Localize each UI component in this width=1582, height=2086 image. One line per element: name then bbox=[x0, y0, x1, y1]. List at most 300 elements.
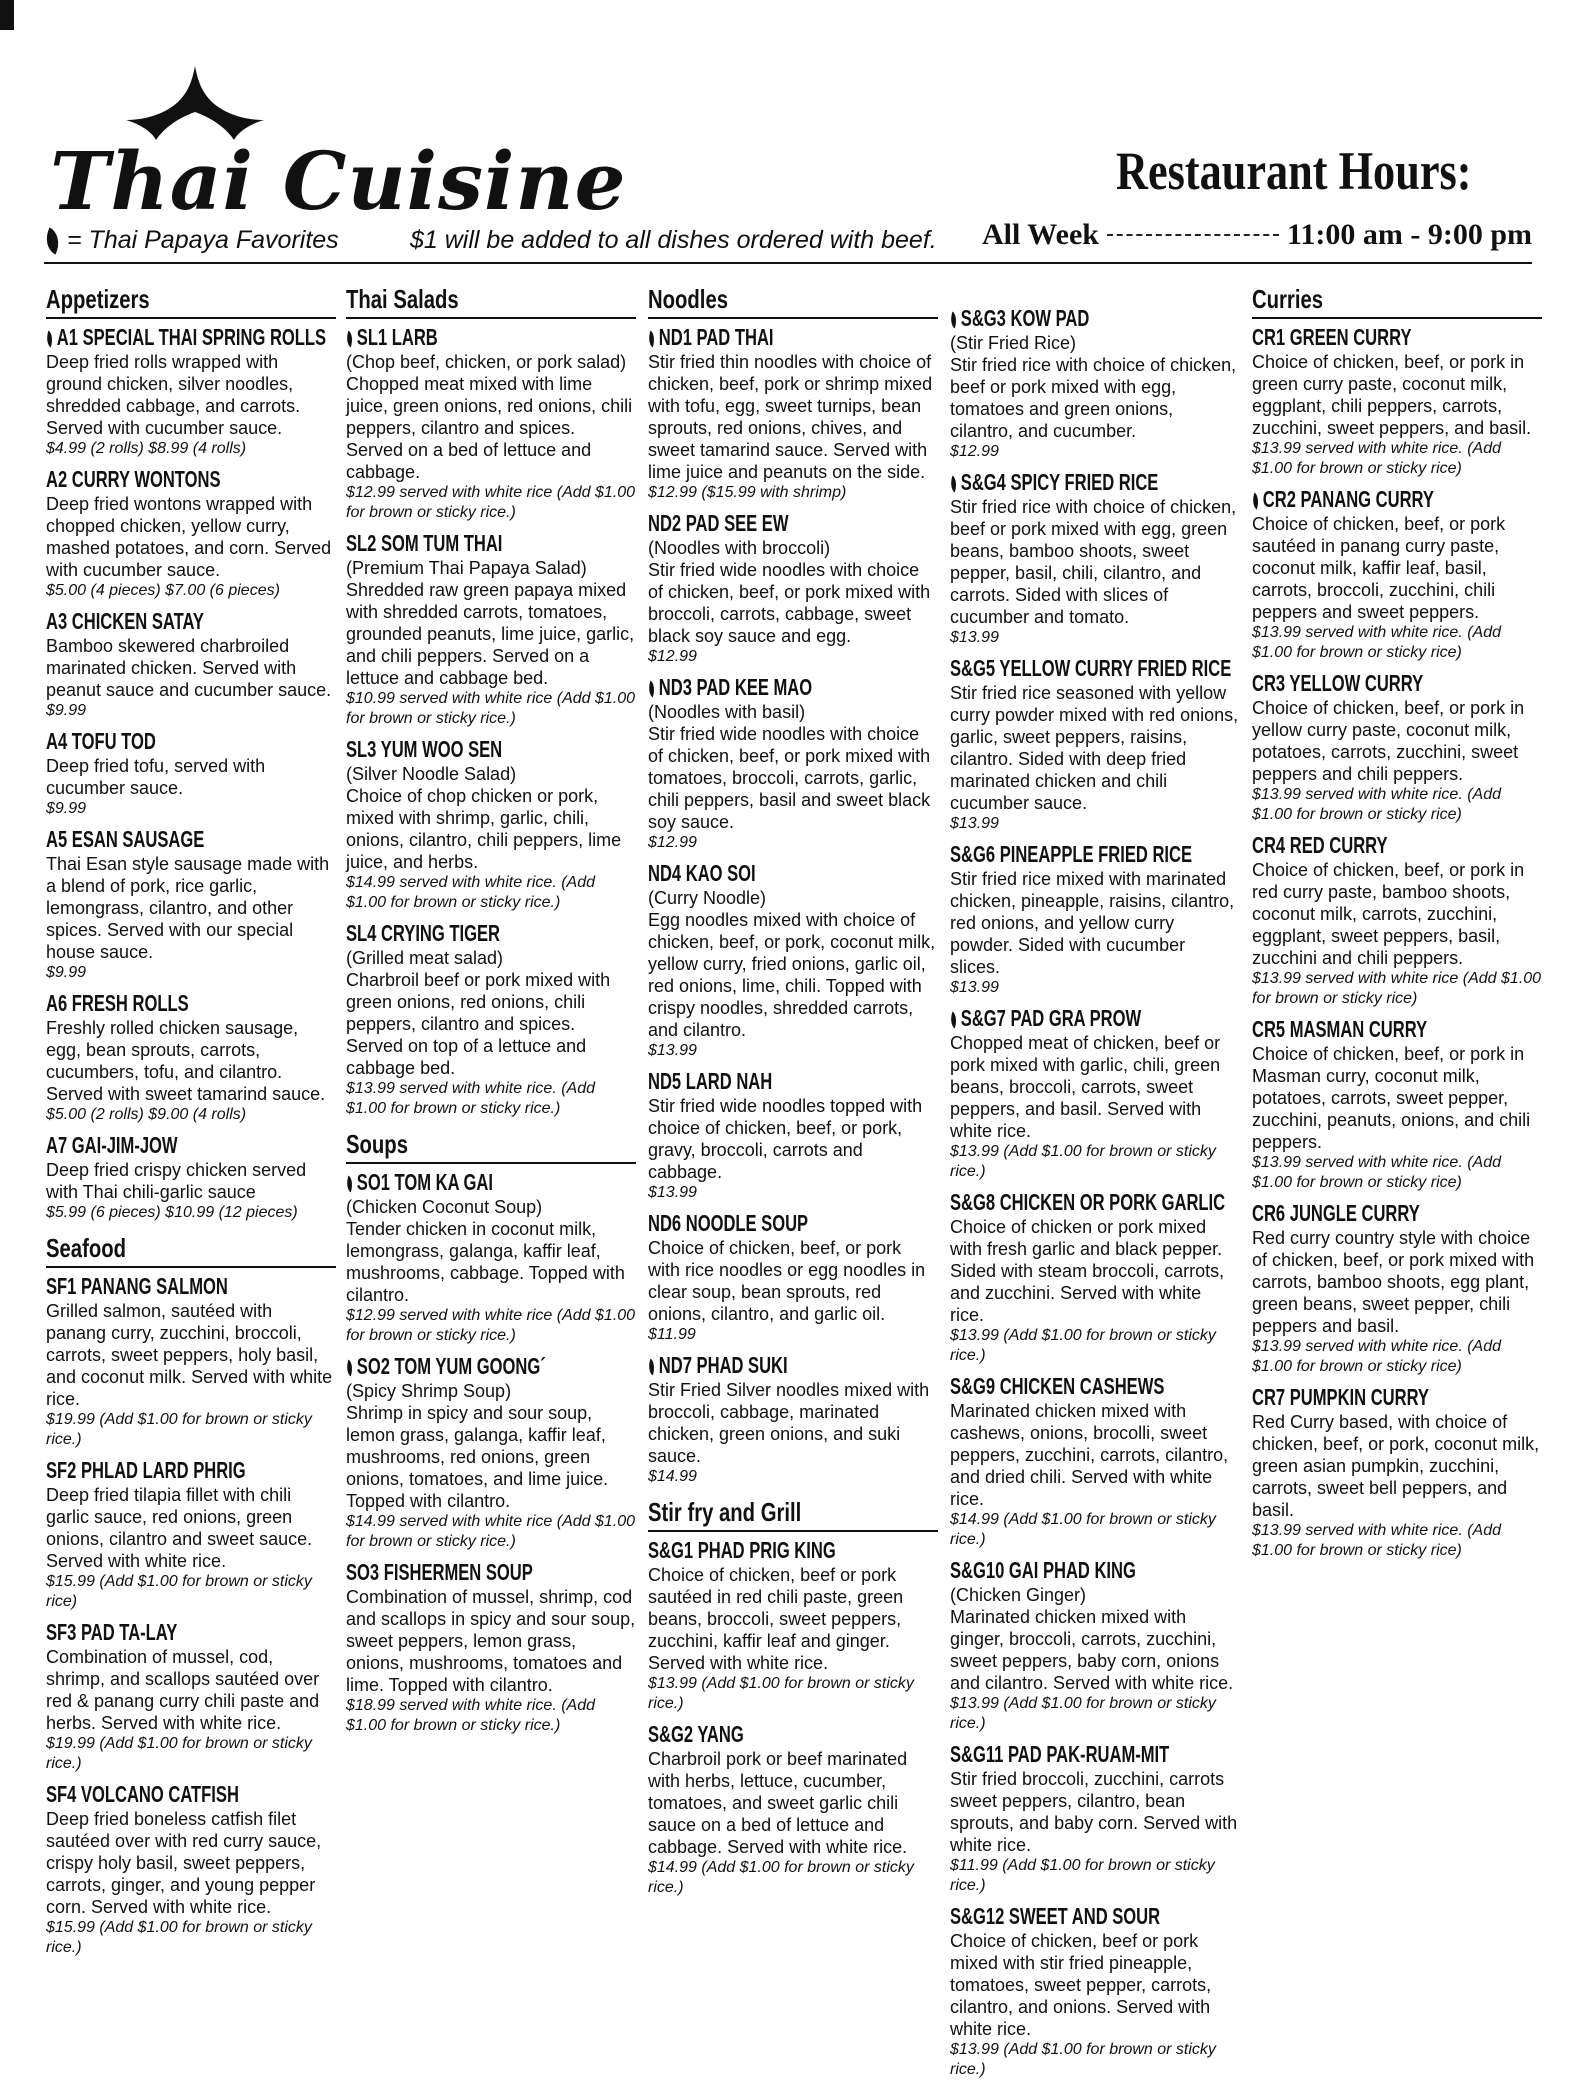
item-name: ND2 PAD SEE EW bbox=[648, 510, 789, 536]
item-name-text bbox=[950, 654, 1231, 682]
item-name-row bbox=[648, 1720, 938, 1748]
item-name-text bbox=[46, 1456, 246, 1484]
section-title: Soups bbox=[346, 1129, 408, 1159]
item-name-row bbox=[346, 1352, 636, 1380]
corner-mark bbox=[0, 0, 14, 30]
item-name-text bbox=[46, 1618, 177, 1646]
section-heading bbox=[46, 1233, 336, 1268]
item-name: ND1 PAD THAI bbox=[658, 324, 774, 350]
item-description: Deep fried crispy chicken served with Thai chili-garlic sauce bbox=[46, 1160, 307, 1202]
item-price: $13.99 served with white rice. (Add $1.00 for brown or sticky rice) bbox=[1252, 440, 1502, 477]
item-price: $5.99 (6 pieces) $10.99 (12 pieces) bbox=[46, 1204, 298, 1221]
menu-item bbox=[648, 1209, 938, 1345]
item-description: Deep fried boneless catfish filet sautéed over with red curry sauce, crispy holy basil, sweet peppers, carrots, ginger, and young pepper corn. Served with white rice. bbox=[46, 1809, 322, 1917]
item-description: Choice of chicken, beef, or pork in red curry paste, bamboo shoots, coconut milk, carrots, zucchini, eggplant, sweet peppers, basil, zucchini and chili peppers. bbox=[1252, 860, 1525, 968]
beef-note: $1 will be added to all dishes ordered with beef. bbox=[410, 226, 937, 254]
item-name-row bbox=[46, 825, 336, 853]
item-price: $13.99 bbox=[648, 1042, 697, 1059]
item-name-row bbox=[1252, 323, 1542, 351]
item-price: $19.99 (Add $1.00 for brown or sticky rice.) bbox=[46, 1735, 312, 1772]
menu-item bbox=[648, 673, 938, 853]
item-name-text bbox=[950, 1004, 1141, 1032]
item-description: Chopped meat of chicken, beef or pork mixed with garlic, chili, green beans, broccoli, carrots, sweet peppers, and basil. Served with white rice. bbox=[950, 1033, 1221, 1141]
item-name: SF4 VOLCANO CATFISH bbox=[46, 1781, 239, 1807]
item-name: S&G5 YELLOW CURRY FRIED RICE bbox=[950, 655, 1232, 681]
item-name: SF1 PANANG SALMON bbox=[46, 1273, 228, 1299]
item-name-text bbox=[46, 465, 221, 493]
item-description: Deep fried tilapia fillet with chili garlic sauce, red onions, green onions, cilantro and sweet sauce. Served with white rice. bbox=[46, 1485, 313, 1571]
column-1 bbox=[46, 284, 336, 1964]
menu-item bbox=[950, 840, 1240, 998]
item-subtitle: (Silver Noodle Salad) bbox=[346, 764, 517, 784]
item-description: Charbroil pork or beef marinated with herbs, lettuce, cucumber, tomatoes, and sweet garlic chili sauce on a bed of lettuce and cabbage. Served with white rice. bbox=[648, 1749, 908, 1857]
item-name: A2 CURRY WONTONS bbox=[46, 466, 221, 492]
item-name-text bbox=[648, 509, 788, 537]
item-price: $14.99 (Add $1.00 for brown or sticky rice.) bbox=[648, 1859, 914, 1896]
item-price: $13.99 served with white rice. (Add $1.00 for brown or sticky rice.) bbox=[346, 1080, 596, 1117]
menu-item bbox=[346, 1168, 636, 1346]
menu-item bbox=[1252, 831, 1542, 1009]
menu-item bbox=[46, 989, 336, 1125]
menu-item bbox=[648, 1067, 938, 1203]
hours-title: Restaurant Hours: bbox=[1116, 141, 1472, 201]
item-name: SF2 PHLAD LARD PHRIG bbox=[46, 1457, 246, 1483]
menu-item bbox=[648, 859, 938, 1061]
item-name-row bbox=[346, 529, 636, 557]
item-description: Stir fried rice mixed with marinated chicken, pineapple, raisins, cilantro, red onions, and yellow curry powder. Sided with cucumber slices. bbox=[950, 869, 1235, 977]
menu-item bbox=[950, 1902, 1240, 2080]
item-name-text bbox=[46, 989, 189, 1017]
item-name: S&G9 CHICKEN CASHEWS bbox=[950, 1373, 1165, 1399]
item-name-row bbox=[46, 607, 336, 635]
section-title: Thai Salads bbox=[346, 284, 459, 314]
item-price: $11.99 (Add $1.00 for brown or sticky rice.) bbox=[950, 1857, 1215, 1894]
item-name-row bbox=[1252, 1015, 1542, 1043]
item-name-text bbox=[346, 529, 502, 557]
favorites-legend bbox=[44, 226, 339, 255]
item-name-row bbox=[648, 673, 938, 701]
favorite-leaf-icon bbox=[344, 1175, 355, 1192]
item-name: CR2 PANANG CURRY bbox=[1262, 486, 1434, 512]
item-name-text bbox=[950, 840, 1192, 868]
item-price: $13.99 (Add $1.00 for brown or sticky rice.) bbox=[950, 2041, 1216, 2078]
item-name: ND7 PHAD SUKI bbox=[658, 1352, 788, 1378]
favorite-leaf-icon bbox=[44, 330, 55, 347]
item-name-text bbox=[1252, 831, 1388, 859]
item-name-text bbox=[950, 468, 1158, 496]
item-price: $12.99 ($15.99 with shrimp) bbox=[648, 484, 847, 501]
item-price: $13.99 bbox=[648, 1184, 697, 1201]
menu-item bbox=[346, 1558, 636, 1736]
item-name: SL1 LARB bbox=[356, 324, 438, 350]
item-name-text bbox=[950, 1556, 1136, 1584]
menu-item bbox=[1252, 1199, 1542, 1377]
item-name-row bbox=[950, 840, 1240, 868]
section-heading bbox=[46, 284, 336, 319]
item-description: Stir Fried Silver noodles mixed with broccoli, cabbage, marinated chicken, green onions, and suki sauce. bbox=[648, 1380, 930, 1466]
item-description: Deep fried wontons wrapped with chopped chicken, yellow curry, mashed potatoes, and corn. Served with cucumber sauce. bbox=[46, 494, 332, 580]
menu-item bbox=[648, 509, 938, 667]
item-name-row bbox=[950, 1740, 1240, 1768]
item-name: SO2 TOM YUM GOONG´ bbox=[356, 1353, 546, 1379]
item-price: $12.99 served with white rice (Add $1.00 for brown or sticky rice.) bbox=[346, 1307, 636, 1344]
item-name: S&G10 GAI PHAD KING bbox=[950, 1557, 1136, 1583]
favorite-leaf-icon bbox=[646, 330, 657, 347]
item-description: Choice of chicken, beef, or pork in yellow curry paste, coconut milk, potatoes, carrots, zucchini, sweet peppers and chili peppers. bbox=[1252, 698, 1525, 784]
menu-item bbox=[1252, 669, 1542, 825]
item-price: $13.99 bbox=[950, 815, 999, 832]
item-name-text bbox=[648, 1351, 788, 1379]
favorite-leaf-icon bbox=[646, 1358, 657, 1375]
menu-item bbox=[46, 1618, 336, 1774]
item-name-row bbox=[346, 735, 636, 763]
item-description: Bamboo skewered charbroiled marinated chicken. Served with peanut sauce and cucumber sauce. bbox=[46, 636, 332, 700]
item-price: $14.99 bbox=[648, 1468, 697, 1485]
item-name: CR5 MASMAN CURRY bbox=[1252, 1016, 1428, 1042]
item-name-text bbox=[346, 735, 502, 763]
item-name: A4 TOFU TOD bbox=[46, 728, 156, 754]
favorite-leaf-icon bbox=[344, 1359, 355, 1376]
item-subtitle: (Premium Thai Papaya Salad) bbox=[346, 558, 587, 578]
item-description: Choice of chicken, beef, or pork sautéed in panang curry paste, coconut milk, kaffir leaf, basil, carrots, broccoli, zucchini, chili peppers and sweet peppers. bbox=[1252, 514, 1506, 622]
item-description: Freshly rolled chicken sausage, egg, bean sprouts, carrots, cucumbers, tofu, and cilantro. Served with sweet tamarind sauce. bbox=[46, 1018, 326, 1104]
item-price: $13.99 (Add $1.00 for brown or sticky rice.) bbox=[950, 1327, 1216, 1364]
section-title: Noodles bbox=[648, 284, 729, 314]
item-price: $4.99 (2 rolls) $8.99 (4 rolls) bbox=[46, 440, 247, 457]
column-2 bbox=[346, 284, 636, 1742]
item-subtitle: (Stir Fried Rice) bbox=[950, 333, 1077, 353]
item-name: CR6 JUNGLE CURRY bbox=[1252, 1200, 1420, 1226]
favorite-leaf-icon bbox=[948, 475, 959, 492]
item-price: $13.99 (Add $1.00 for brown or sticky rice.) bbox=[648, 1675, 914, 1712]
menu-item bbox=[648, 323, 938, 503]
item-name-row bbox=[46, 1131, 336, 1159]
favorite-leaf-icon bbox=[948, 311, 959, 328]
item-subtitle: (Spicy Shrimp Soup) bbox=[346, 1381, 512, 1401]
item-price: $11.99 bbox=[648, 1326, 696, 1343]
menu-item bbox=[950, 304, 1240, 462]
item-description: Stir fried wide noodles with choice of chicken, beef, or pork mixed with broccoli, carrots, cabbage, sweet black soy sauce and egg. bbox=[648, 560, 931, 646]
item-description: Stir fried wide noodles topped with choice of chicken, beef, or pork, gravy, broccoli, carrots and cabbage. bbox=[648, 1096, 923, 1182]
item-price: $13.99 (Add $1.00 for brown or sticky rice.) bbox=[950, 1143, 1216, 1180]
item-name-row bbox=[46, 1618, 336, 1646]
item-name: SL3 YUM WOO SEN bbox=[346, 736, 503, 762]
item-price: $13.99 served with white rice (Add $1.00 for brown or sticky rice) bbox=[1252, 970, 1542, 1007]
favorite-leaf-icon bbox=[646, 680, 657, 697]
item-name: SL2 SOM TUM THAI bbox=[346, 530, 503, 556]
item-name-row bbox=[950, 1188, 1240, 1216]
item-name: S&G4 SPICY FRIED RICE bbox=[960, 469, 1159, 495]
item-description: Tender chicken in coconut milk, lemongrass, galanga, kaffir leaf, mushrooms, cabbage. Topped with cilantro. bbox=[346, 1219, 625, 1305]
item-description: Stir fried thin noodles with choice of chicken, beef, pork or shrimp mixed with tofu, egg, sweet turnips, bean sprouts, red onions, chives, and sweet tamarind sauce. Served with lime juice and peanuts on the side. bbox=[648, 352, 933, 482]
menu-item bbox=[950, 468, 1240, 648]
item-subtitle: (Chicken Coconut Soup) bbox=[346, 1197, 543, 1217]
item-subtitle: (Chicken Ginger) bbox=[950, 1585, 1087, 1605]
item-price: $12.99 bbox=[648, 834, 697, 851]
menu-item bbox=[1252, 1383, 1542, 1561]
item-price: $13.99 served with white rice. (Add $1.00 for brown or sticky rice) bbox=[1252, 624, 1502, 661]
item-name-row bbox=[648, 859, 938, 887]
item-name: ND6 NOODLE SOUP bbox=[648, 1210, 809, 1236]
item-name-row bbox=[648, 1209, 938, 1237]
menu-item bbox=[1252, 1015, 1542, 1193]
item-name-row bbox=[46, 465, 336, 493]
menu-item bbox=[46, 727, 336, 819]
item-price: $12.99 bbox=[950, 443, 999, 460]
item-name-text bbox=[648, 1209, 808, 1237]
item-name-row bbox=[950, 468, 1240, 496]
menu-item bbox=[950, 1556, 1240, 1734]
item-description: Marinated chicken mixed with cashews, onions, brocolli, sweet peppers, zucchini, carrots, cilantro, and dried chili. Served with white rice. bbox=[950, 1401, 1229, 1509]
item-description: Egg noodles mixed with choice of chicken, beef, or pork, coconut milk, yellow curry, fried onions, garlic oil, red onions, lime, chili. Topped with crispy noodles, shredded carrots, and cilantro. bbox=[648, 910, 936, 1040]
menu-item bbox=[950, 1188, 1240, 1366]
item-name-text bbox=[648, 673, 812, 701]
item-name-text bbox=[346, 1168, 493, 1196]
item-name-text bbox=[46, 825, 204, 853]
item-name-text bbox=[950, 304, 1089, 332]
item-name-row bbox=[46, 727, 336, 755]
menu-item bbox=[46, 1780, 336, 1958]
favorite-leaf-icon bbox=[948, 1011, 959, 1028]
item-description: Choice of chicken, beef, or pork with rice noodles or egg noodles in clear soup, bean sprouts, red onions, cilantro, and garlic oil. bbox=[648, 1238, 926, 1324]
item-price: $9.99 bbox=[46, 964, 87, 981]
item-description: Stir fried wide noodles with choice of chicken, beef, or pork mixed with tomatoes, broccoli, carrots, garlic, chili peppers, basil and sweet black soy sauce. bbox=[648, 724, 931, 832]
favorite-leaf-icon bbox=[344, 330, 355, 347]
menu-item bbox=[648, 1720, 938, 1898]
section-title: Stir fry and Grill bbox=[648, 1497, 802, 1527]
item-name-text bbox=[46, 323, 326, 351]
section-heading bbox=[346, 284, 636, 319]
menu-item bbox=[46, 1456, 336, 1612]
item-name-row bbox=[648, 1067, 938, 1095]
item-name-row bbox=[46, 1456, 336, 1484]
item-name-row bbox=[346, 1558, 636, 1586]
menu-item bbox=[950, 1740, 1240, 1896]
item-name-text bbox=[346, 323, 438, 351]
item-subtitle: (Noodles with broccoli) bbox=[648, 538, 831, 558]
item-name-row bbox=[648, 1536, 938, 1564]
item-name-row bbox=[648, 323, 938, 351]
item-name: A3 CHICKEN SATAY bbox=[46, 608, 204, 634]
item-description: Stir fried broccoli, zucchini, carrots sweet peppers, cilantro, bean sprouts, and baby corn. Served with white rice. bbox=[950, 1769, 1238, 1855]
item-name: CR1 GREEN CURRY bbox=[1252, 324, 1412, 350]
item-description: Shredded raw green papaya mixed with shredded carrots, tomatoes, grounded peanuts, lime juice, garlic, and chili peppers. Served on a lettuce and cabbage bed. bbox=[346, 580, 635, 688]
item-name-text bbox=[950, 1188, 1225, 1216]
item-description: Stir fried rice with choice of chicken, beef or pork mixed with egg, green beans, bamboo shoots, sweet pepper, basil, chili, cilantro, and carrots. Sided with slices of cucumber and tomato. bbox=[950, 497, 1237, 627]
menu-item bbox=[648, 1536, 938, 1714]
menu-item bbox=[346, 735, 636, 913]
item-price: $19.99 (Add $1.00 for brown or sticky rice.) bbox=[46, 1411, 312, 1448]
item-name-row bbox=[1252, 1199, 1542, 1227]
item-name: ND4 KAO SOI bbox=[648, 860, 756, 886]
item-name: SL4 CRYING TIGER bbox=[346, 920, 500, 946]
item-name-row bbox=[648, 509, 938, 537]
item-description: (Chop beef, chicken, or pork salad) Chopped meat mixed with lime juice, green onions, red onions, chili peppers, cilantro and spices. Served on a bed of lettuce and cabbage. bbox=[346, 352, 633, 482]
item-name-text bbox=[46, 1780, 239, 1808]
item-subtitle: (Noodles with basil) bbox=[648, 702, 806, 722]
item-price: $15.99 (Add $1.00 for brown or sticky rice) bbox=[46, 1573, 312, 1610]
item-price: $14.99 served with white rice (Add $1.00 for brown or sticky rice.) bbox=[346, 1513, 636, 1550]
menu-item bbox=[46, 465, 336, 601]
item-description: Charbroil beef or pork mixed with green onions, red onions, chili peppers, cilantro and spices. Served on top of a lettuce and cabbage bed. bbox=[346, 970, 611, 1078]
item-price: $10.99 served with white rice (Add $1.00 for brown or sticky rice.) bbox=[346, 690, 636, 727]
item-name-row bbox=[1252, 485, 1542, 513]
section-title: Appetizers bbox=[46, 284, 150, 314]
item-description: Stir fried rice with choice of chicken, beef or pork mixed with egg, tomatoes and green onions, cilantro, and cucumber. bbox=[950, 355, 1237, 441]
item-name-text bbox=[46, 1272, 228, 1300]
item-name: A1 SPECIAL THAI SPRING ROLLS bbox=[56, 324, 327, 350]
item-name: SO1 TOM KA GAI bbox=[356, 1169, 493, 1195]
hours-days: All Week bbox=[982, 218, 1099, 251]
item-name-text bbox=[46, 1131, 178, 1159]
item-name-row bbox=[950, 1556, 1240, 1584]
section-title: Curries bbox=[1252, 284, 1324, 314]
item-name-text bbox=[950, 1902, 1160, 1930]
item-name-text bbox=[648, 1067, 772, 1095]
legend-text: = Thai Papaya Favorites bbox=[67, 226, 339, 254]
item-subtitle: (Grilled meat salad) bbox=[346, 948, 504, 968]
item-name-text bbox=[950, 1740, 1169, 1768]
item-name-text bbox=[1252, 323, 1411, 351]
item-price: $13.99 served with white rice. (Add $1.00 for brown or sticky rice) bbox=[1252, 786, 1502, 823]
item-name-row bbox=[950, 1902, 1240, 1930]
item-name: ND3 PAD KEE MAO bbox=[658, 674, 813, 700]
item-name: S&G3 KOW PAD bbox=[960, 305, 1090, 331]
section-heading bbox=[648, 1497, 938, 1532]
item-name: S&G2 YANG bbox=[648, 1721, 744, 1747]
section-heading bbox=[1252, 284, 1542, 319]
menu-item bbox=[46, 323, 336, 459]
item-name: S&G7 PAD GRA PROW bbox=[960, 1005, 1142, 1031]
section-heading bbox=[346, 1129, 636, 1164]
logo bbox=[40, 62, 627, 232]
item-name-text bbox=[1252, 1015, 1427, 1043]
hours-dots bbox=[1107, 234, 1279, 236]
item-name-row bbox=[346, 1168, 636, 1196]
item-description: Shrimp in spicy and sour soup, lemon grass, galanga, kaffir leaf, mushrooms, red onions, green onions, tomatoes, and lime juice. Topped with cilantro. bbox=[346, 1403, 609, 1511]
menu-item bbox=[346, 1352, 636, 1552]
menu-item bbox=[46, 1272, 336, 1450]
item-description: Red curry country style with choice of chicken, beef, or pork mixed with carrots, bamboo shoots, egg plant, green beans, sweet pepper, chili peppers and basil. bbox=[1252, 1228, 1535, 1336]
item-name-text bbox=[346, 1558, 533, 1586]
menu-item bbox=[346, 529, 636, 729]
item-price: $5.00 (4 pieces) $7.00 (6 pieces) bbox=[46, 582, 280, 599]
hours-time: 11:00 am - 9:00 pm bbox=[1287, 218, 1532, 251]
item-name-text bbox=[46, 607, 204, 635]
menu-item bbox=[1252, 485, 1542, 663]
item-description: Choice of chicken or pork mixed with fresh garlic and black pepper. Sided with steam broccoli, carrots, and zucchini. Served with white rice. bbox=[950, 1217, 1225, 1325]
item-name-row bbox=[1252, 1383, 1542, 1411]
item-name-row bbox=[950, 304, 1240, 332]
item-price: $12.99 bbox=[648, 648, 697, 665]
item-price: $18.99 served with white rice. (Add $1.00 for brown or sticky rice.) bbox=[346, 1697, 596, 1734]
item-price: $9.99 bbox=[46, 702, 87, 719]
item-description: Choice of chicken, beef or pork mixed with stir fried pineapple, tomatoes, sweet pepper, carrots, cilantro, and onions. Served with white rice. bbox=[950, 1931, 1212, 2039]
item-description: Stir fried rice seasoned with yellow curry powder mixed with red onions, garlic, sweet peppers, raisins, cilantro. Sided with deep fried marinated chicken and chili cucumber sauce. bbox=[950, 683, 1239, 813]
leaf-icon bbox=[40, 227, 65, 254]
item-name-row bbox=[950, 1372, 1240, 1400]
menu-item bbox=[950, 1372, 1240, 1550]
item-price: $13.99 served with white rice. (Add $1.00 for brown or sticky rice) bbox=[1252, 1522, 1502, 1559]
item-name-row bbox=[1252, 669, 1542, 697]
header-divider bbox=[44, 262, 1532, 264]
item-name: SO3 FISHERMEN SOUP bbox=[346, 1559, 533, 1585]
item-name-row bbox=[648, 1351, 938, 1379]
item-description: Combination of mussel, cod, shrimp, and scallops sautéed over red & panang curry chili paste and herbs. Served with white rice. bbox=[46, 1647, 320, 1733]
item-name: S&G6 PINEAPPLE FRIED RICE bbox=[950, 841, 1193, 867]
menu-item bbox=[46, 607, 336, 721]
menu-item bbox=[1252, 323, 1542, 479]
item-name-text bbox=[46, 727, 156, 755]
item-name-text bbox=[1252, 485, 1434, 513]
item-name-row bbox=[46, 1272, 336, 1300]
item-price: $14.99 served with white rice. (Add $1.00 for brown or sticky rice.) bbox=[346, 874, 596, 911]
item-name-row bbox=[46, 989, 336, 1017]
item-name-text bbox=[346, 919, 500, 947]
item-name: A7 GAI-JIM-JOW bbox=[46, 1132, 178, 1158]
item-description: Choice of chop chicken or pork, mixed with shrimp, garlic, chili, onions, cilantro, chili peppers, lime juice, and herbs. bbox=[346, 786, 622, 872]
item-name: A5 ESAN SAUSAGE bbox=[46, 826, 205, 852]
hours-line bbox=[982, 218, 1532, 252]
item-description: Deep fried tofu, served with cucumber sauce. bbox=[46, 756, 266, 798]
column-5 bbox=[1252, 284, 1542, 1567]
column-4 bbox=[950, 304, 1240, 2086]
item-subtitle: (Curry Noodle) bbox=[648, 888, 767, 908]
logo-text: Thai Cuisine bbox=[50, 134, 627, 228]
item-name: SF3 PAD TA-LAY bbox=[46, 1619, 178, 1645]
menu-item bbox=[950, 654, 1240, 834]
item-description: Choice of chicken, beef, or pork in Masman curry, coconut milk, potatoes, carrots, sweet pepper, zucchini, peanuts, onions, and chili peppers. bbox=[1252, 1044, 1531, 1152]
item-name-row bbox=[46, 1780, 336, 1808]
item-name-text bbox=[1252, 669, 1423, 697]
section-title: Seafood bbox=[46, 1233, 127, 1263]
item-name-row bbox=[1252, 831, 1542, 859]
item-description: Combination of mussel, shrimp, cod and scallops in spicy and sour soup, sweet peppers, lemon grass, onions, mushrooms, tomatoes and lime. Topped with cilantro. bbox=[346, 1587, 636, 1695]
item-name-text bbox=[648, 323, 774, 351]
item-name-row bbox=[346, 919, 636, 947]
favorite-leaf-icon bbox=[1250, 492, 1261, 509]
item-name-row bbox=[950, 1004, 1240, 1032]
item-price: $13.99 bbox=[950, 979, 999, 996]
item-price: $13.99 (Add $1.00 for brown or sticky rice.) bbox=[950, 1695, 1216, 1732]
item-price: $13.99 bbox=[950, 629, 999, 646]
menu-item bbox=[46, 825, 336, 983]
item-name: CR7 PUMPKIN CURRY bbox=[1252, 1384, 1429, 1410]
item-price: $12.99 served with white rice (Add $1.00 for brown or sticky rice.) bbox=[346, 484, 636, 521]
item-name: S&G8 CHICKEN OR PORK GARLIC bbox=[950, 1189, 1226, 1215]
item-name: ND5 LARD NAH bbox=[648, 1068, 773, 1094]
item-description: Deep fried rolls wrapped with ground chicken, silver noodles, shredded cabbage, and carrots. Served with cucumber sauce. bbox=[46, 352, 301, 438]
item-price: $9.99 bbox=[46, 800, 87, 817]
item-name-text bbox=[950, 1372, 1164, 1400]
item-name-text bbox=[1252, 1383, 1429, 1411]
menu-item bbox=[346, 323, 636, 523]
item-name-row bbox=[346, 323, 636, 351]
item-name-text bbox=[1252, 1199, 1420, 1227]
item-price: $13.99 served with white rice. (Add $1.00 for brown or sticky rice) bbox=[1252, 1338, 1502, 1375]
item-name: S&G11 PAD PAK-RUAM-MIT bbox=[950, 1741, 1170, 1767]
menu-item bbox=[46, 1131, 336, 1223]
item-name: CR4 RED CURRY bbox=[1252, 832, 1388, 858]
item-description: Marinated chicken mixed with ginger, broccoli, carrots, zucchini, sweet peppers, baby corn, onions and cilantro. Served with white rice. bbox=[950, 1607, 1234, 1693]
section-heading bbox=[648, 284, 938, 319]
item-description: Choice of chicken, beef or pork sautéed in red chili paste, green beans, broccoli, sweet peppers, zucchini, kaffir leaf and ginger. Served with white rice. bbox=[648, 1565, 904, 1673]
item-name-row bbox=[46, 323, 336, 351]
menu-item bbox=[648, 1351, 938, 1487]
item-name: CR3 YELLOW CURRY bbox=[1252, 670, 1424, 696]
item-name-text bbox=[648, 1720, 744, 1748]
item-name-text bbox=[648, 859, 756, 887]
